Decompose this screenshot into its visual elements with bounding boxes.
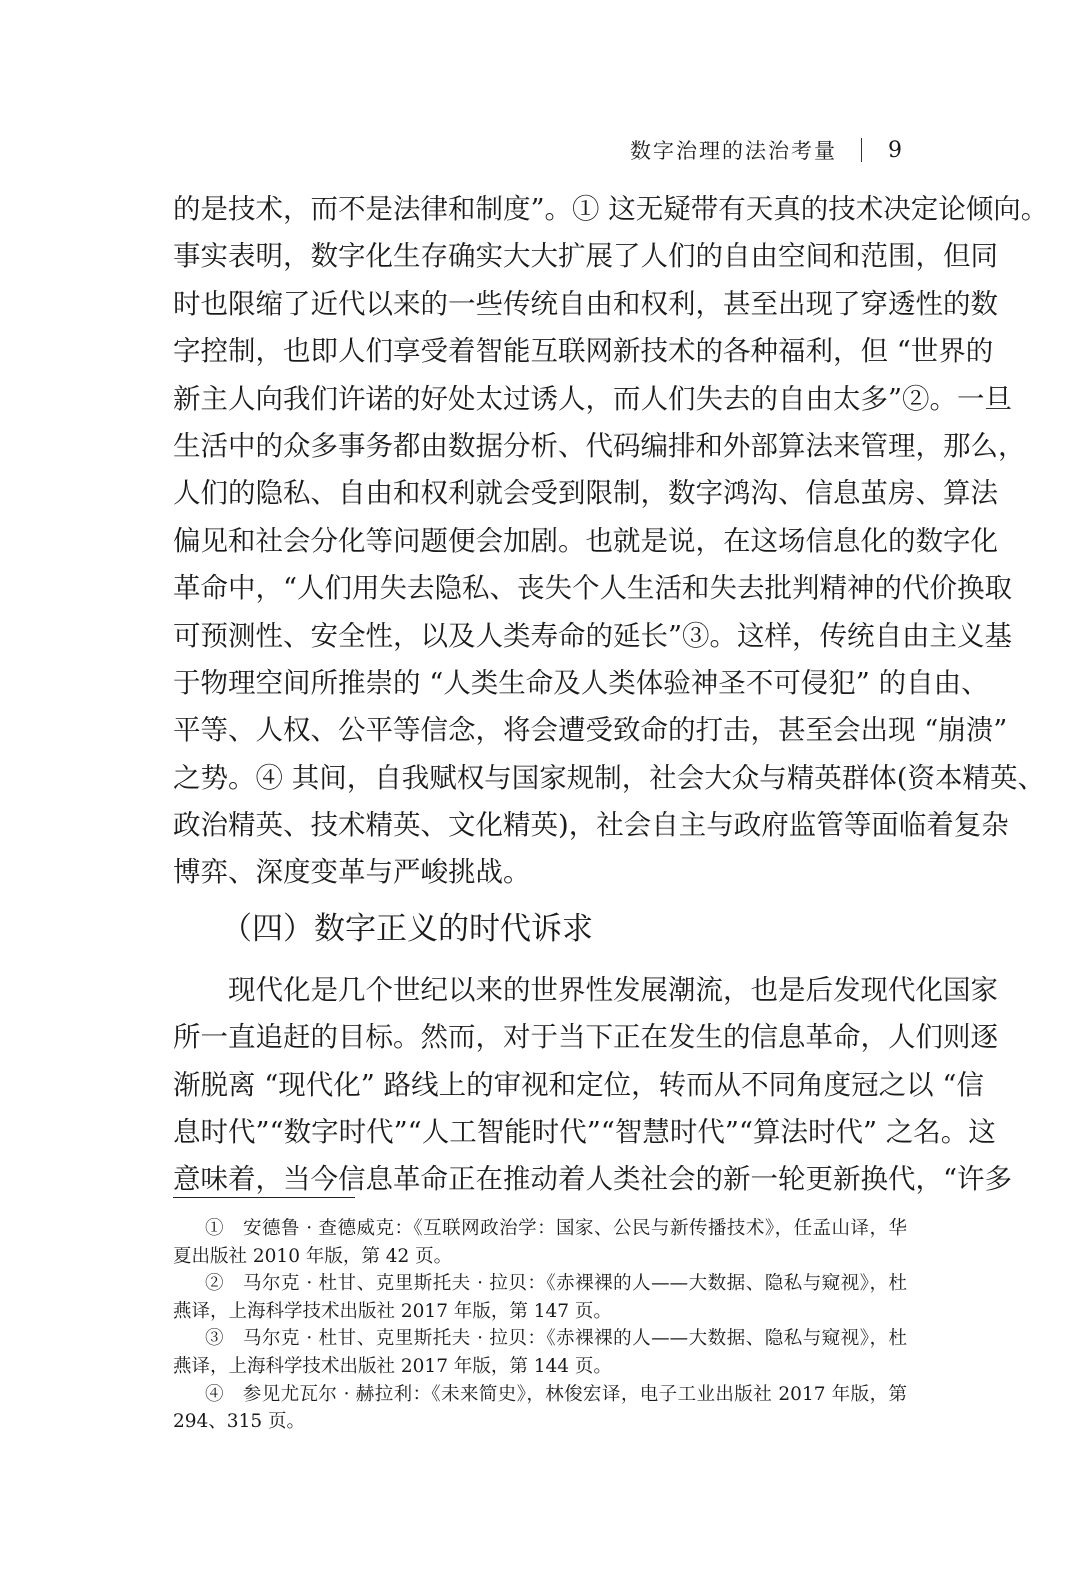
paragraph-1 bbox=[173, 186, 1049, 897]
text-line: 息时代”“数字时代”“人工智能时代”“智慧时代”“算法时代” 之名。这 bbox=[173, 1116, 996, 1149]
page-number: 9 bbox=[888, 137, 902, 163]
text-line: 字控制，也即人们享受着智能互联网新技术的各种福利，但 “世界的 bbox=[173, 335, 994, 368]
body-text bbox=[173, 186, 1049, 1204]
footnote-1 bbox=[173, 1215, 907, 1270]
text-line: 意味着，当今信息革命正在推动着人类社会的新一轮更新换代，“许多 bbox=[173, 1163, 1013, 1196]
text-line: 平等、人权、公平等信念，将会遭受致命的打击，甚至会出现 “崩溃” bbox=[173, 714, 1008, 747]
text-line: 革命中，“人们用失去隐私、丧失个人生活和失去批判精神的代价换取 bbox=[173, 572, 1013, 605]
footnote-line: ① 安德鲁 · 查德威克：《互联网政治学：国家、公民与新传播技术》，任孟山译，华 bbox=[205, 1218, 907, 1239]
text-line: 事实表明，数字化生存确实大大扩展了人们的自由空间和范围，但同 bbox=[173, 240, 998, 273]
text-line: 新主人向我们许诺的好处太过诱人，而人们失去的自由太多”②。一旦 bbox=[173, 382, 1013, 415]
footnote-line: ② 马尔克 · 杜甘、克里斯托夫 · 拉贝：《赤裸裸的人——大数据、隐私与窥视》，杜 bbox=[205, 1273, 907, 1295]
text-line: 时也限缩了近代以来的一些传统自由和权利，甚至出现了穿透性的数 bbox=[173, 287, 998, 320]
footnote-line: 夏出版社 2010 年版，第 42 页。 bbox=[173, 1245, 453, 1267]
text-line: 偏见和社会分化等问题便会加剧。也就是说，在这场信息化的数字化 bbox=[173, 524, 998, 557]
paragraph-2 bbox=[173, 967, 1013, 1204]
text-line: 所一直追赶的目标。然而，对于当下正在发生的信息革命，人们则逐 bbox=[173, 1021, 998, 1054]
text-line: 的是技术，而不是法律和制度”。① 这无疑带有天真的技术决定论倾向。 bbox=[173, 193, 1049, 225]
text-line: 政治精英、技术精英、文化精英)，社会自主与政府监管等面临着复杂 bbox=[173, 809, 1009, 842]
footnotes bbox=[173, 1215, 907, 1436]
running-head-title: 数字治理的法治考量 bbox=[630, 139, 837, 163]
footnote-line: 294、315 页。 bbox=[173, 1411, 306, 1433]
running-head bbox=[630, 135, 902, 165]
text-line: 于物理空间所推崇的 “人类生命及人类体验神圣不可侵犯” 的自由、 bbox=[173, 666, 989, 699]
section-heading: （四）数字正义的时代诉求 bbox=[221, 910, 593, 947]
text-line: 渐脱离 “现代化” 路线上的审视和定位，转而从不同角度冠之以 “信 bbox=[173, 1068, 984, 1101]
text-line: 可预测性、安全性，以及人类寿命的延长”③。这样，传统自由主义基 bbox=[173, 619, 1013, 652]
footnote-3 bbox=[173, 1325, 907, 1380]
text-line: 生活中的众多事务都由数据分析、代码编排和外部算法来管理，那么， bbox=[173, 429, 1026, 462]
footnote-separator bbox=[173, 1197, 355, 1198]
text-line: 博弈、深度变革与严峻挑战。 bbox=[173, 856, 531, 889]
text-line: 人们的隐私、自由和权利就会受到限制，数字鸿沟、信息茧房、算法 bbox=[173, 477, 998, 510]
text-line: 现代化是几个世纪以来的世界性发展潮流，也是后发现代化国家 bbox=[228, 973, 998, 1006]
footnote-line: 燕译，上海科学技术出版社 2017 年版，第 147 页。 bbox=[173, 1300, 612, 1322]
running-head-divider bbox=[861, 138, 862, 162]
text-line: 之势。④ 其间，自我赋权与国家规制，社会大众与精英群体(资本精英、 bbox=[173, 761, 1045, 794]
footnote-line: ③ 马尔克 · 杜甘、克里斯托夫 · 拉贝：《赤裸裸的人——大数据、隐私与窥视》，杜 bbox=[205, 1328, 907, 1350]
footnote-2 bbox=[173, 1270, 907, 1325]
footnote-line: ④ 参见尤瓦尔 · 赫拉利：《未来简史》，林俊宏译，电子工业出版社 2017 年版，第 bbox=[205, 1383, 907, 1405]
footnote-4 bbox=[173, 1381, 907, 1436]
footnote-line: 燕译，上海科学技术出版社 2017 年版，第 144 页。 bbox=[173, 1355, 612, 1377]
